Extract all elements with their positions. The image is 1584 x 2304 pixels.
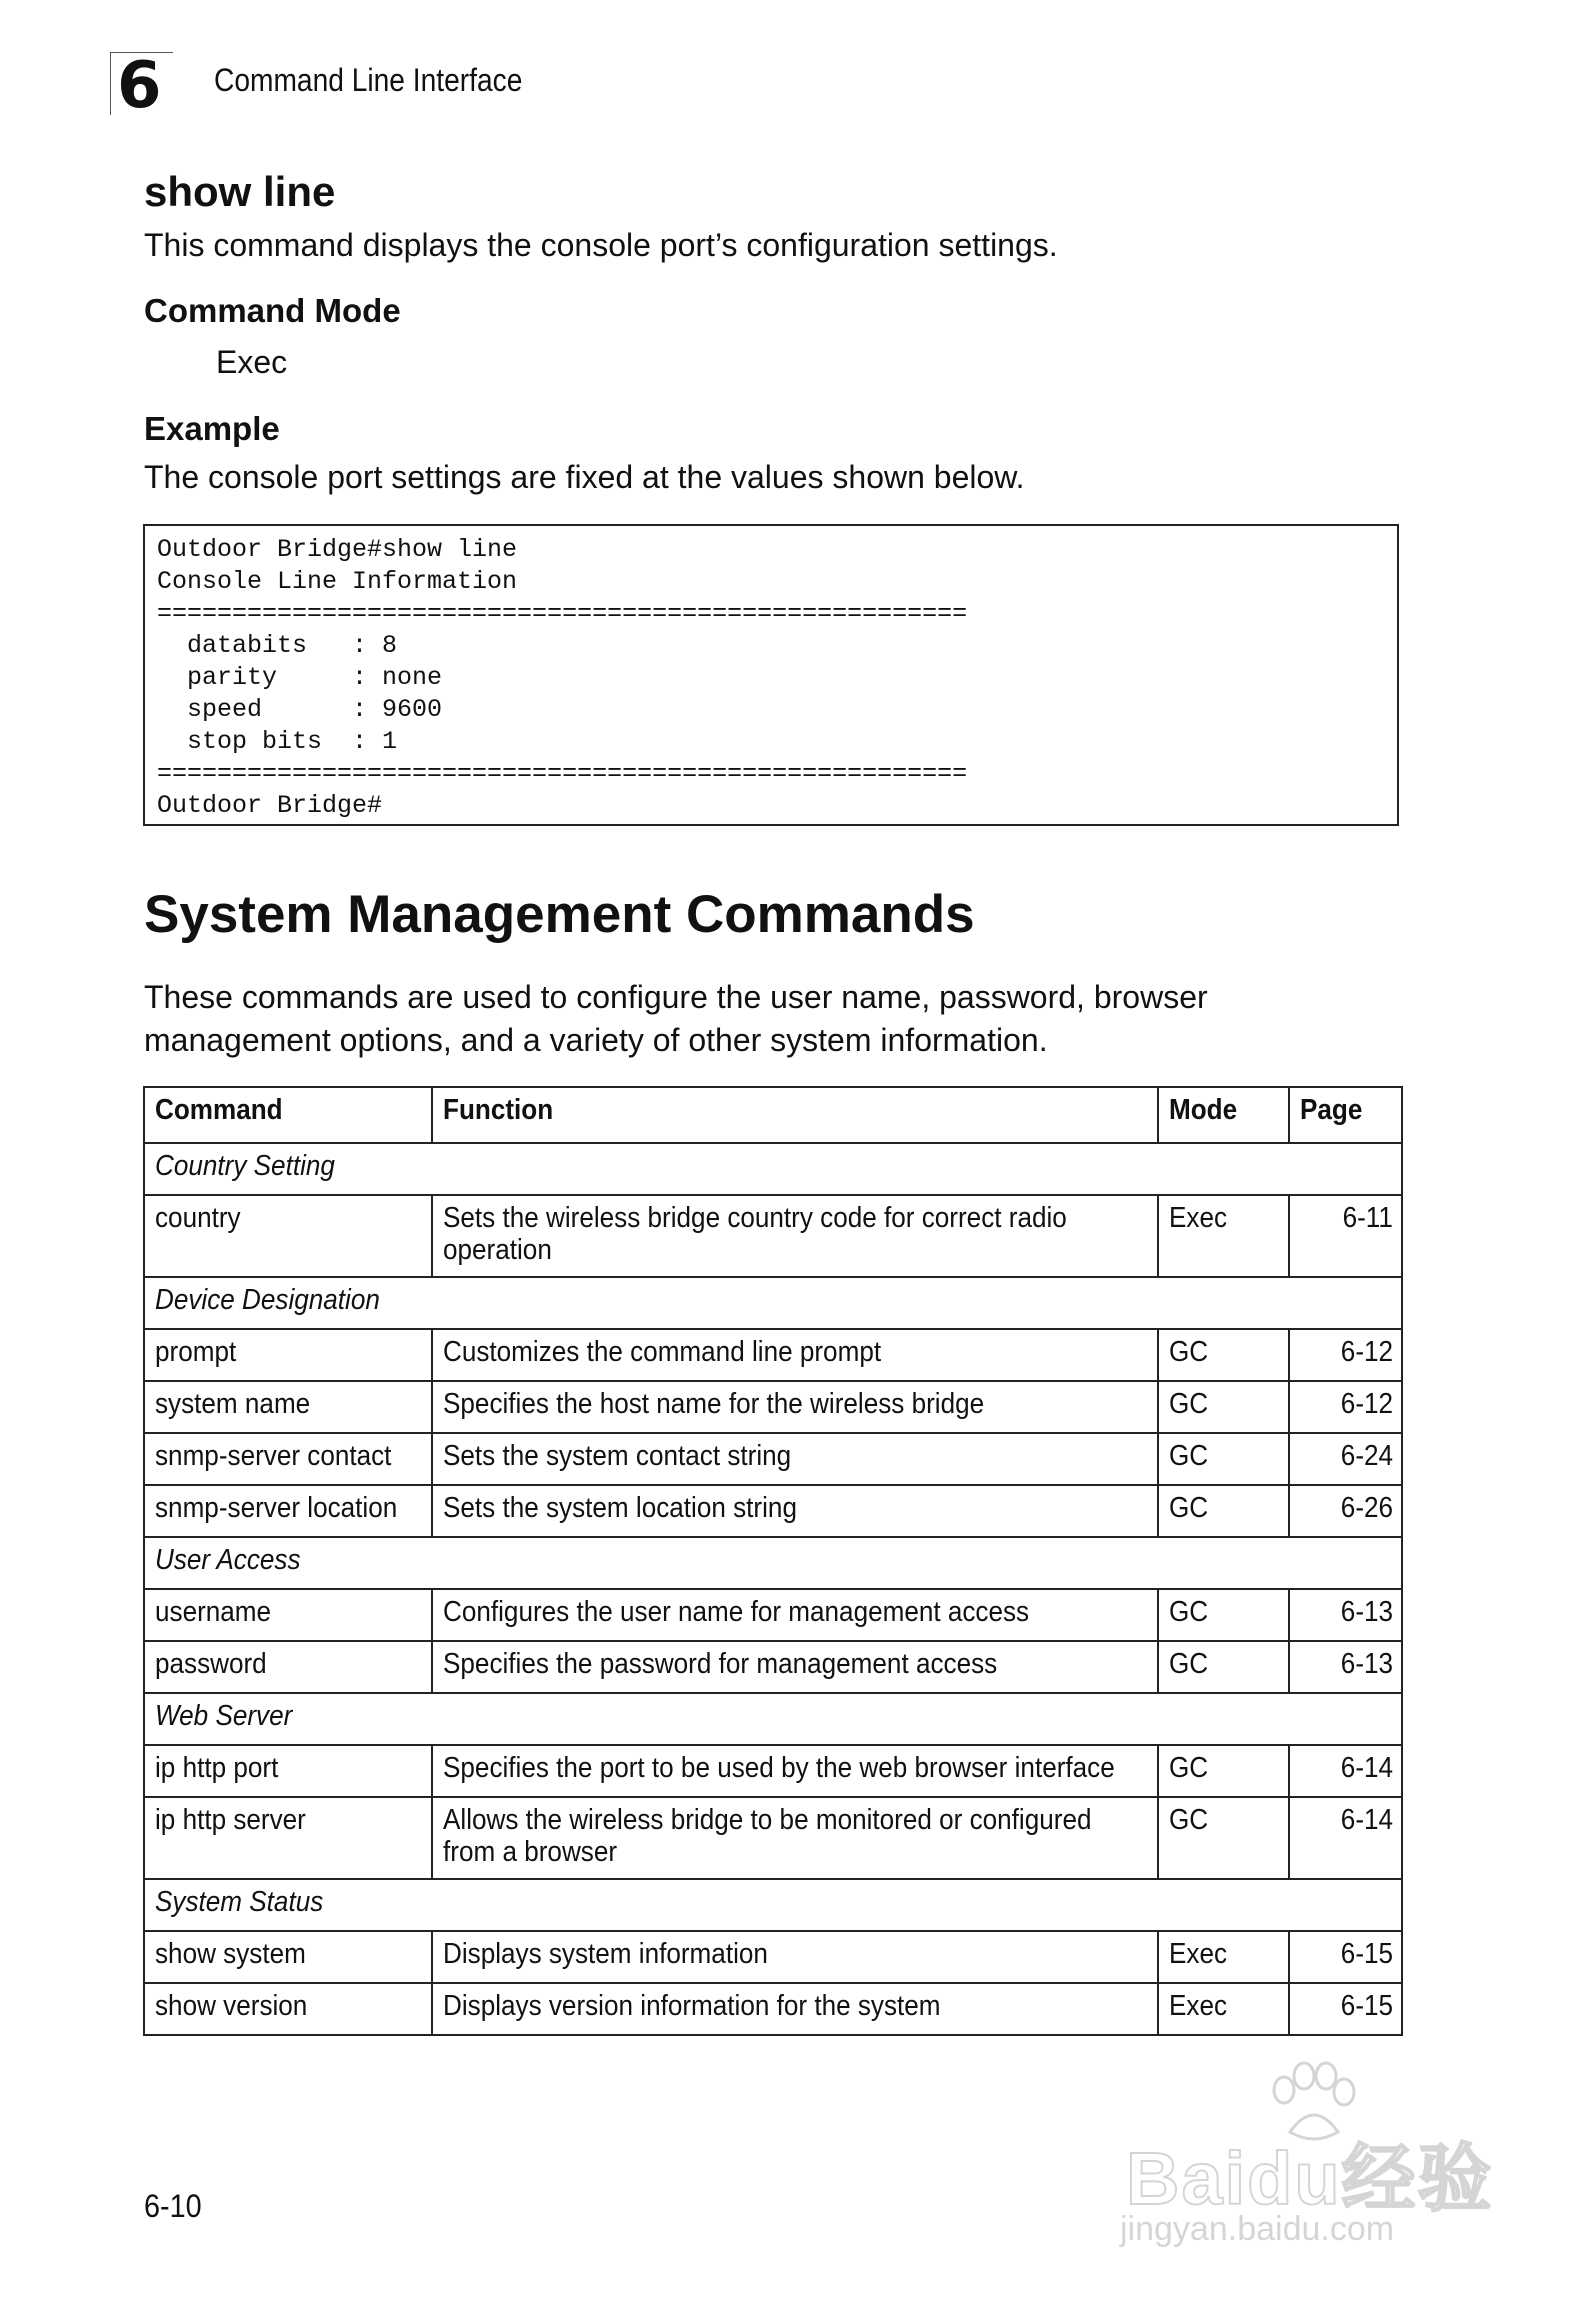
row-mode: GC	[1169, 1648, 1209, 1680]
header-mode: Mode	[1158, 1087, 1289, 1143]
row-page: 6-26	[1340, 1492, 1393, 1524]
code-example-box	[143, 524, 1399, 826]
header-command: Command	[144, 1087, 432, 1143]
example-description: The console port settings are fixed at the values shown below.	[144, 459, 1025, 495]
row-function: Sets the system location string	[443, 1492, 797, 1524]
header-page: Page	[1289, 1087, 1402, 1143]
section-label: Web Server	[155, 1700, 293, 1732]
row-page: 6-13	[1340, 1596, 1393, 1628]
row-function: Configures the user name for management access	[443, 1596, 1030, 1628]
row-page: 6-12	[1340, 1388, 1393, 1420]
table-row	[144, 1931, 1402, 1983]
row-command: ip http server	[155, 1804, 306, 1836]
code-line: Outdoor Bridge#show line	[157, 535, 518, 564]
row-page: 6-11	[1342, 1202, 1393, 1234]
intro-line-1: These commands are used to configure the user name, password, browser	[144, 979, 1208, 1015]
row-mode: Exec	[1169, 1202, 1228, 1234]
show-line-title: show line	[144, 168, 336, 215]
row-page: 6-13	[1340, 1648, 1393, 1680]
section-row	[144, 1143, 1402, 1195]
row-command: snmp-server contact	[155, 1440, 392, 1472]
row-function: Displays version information for the system	[443, 1990, 941, 2022]
example-heading: Example	[144, 410, 280, 447]
row-mode: GC	[1169, 1336, 1209, 1368]
row-command: username	[155, 1596, 272, 1628]
code-line: databits : 8	[157, 631, 398, 660]
code-line: parity : none	[157, 663, 443, 692]
row-mode: Exec	[1169, 1990, 1228, 2022]
row-mode: GC	[1169, 1752, 1209, 1784]
row-mode: GC	[1169, 1388, 1209, 1420]
row-function: Sets the system contact string	[443, 1440, 792, 1472]
code-line: ======================================================	[157, 599, 968, 628]
row-function: Customizes the command line prompt	[443, 1336, 882, 1368]
code-line: speed : 9600	[157, 695, 443, 724]
table-row	[144, 1381, 1402, 1433]
show-line-description: This command displays the console port’s configuration settings.	[144, 227, 1058, 263]
row-command: password	[155, 1648, 267, 1680]
table-row	[144, 1745, 1402, 1797]
code-line: stop bits : 1	[157, 727, 398, 756]
row-page: 6-14	[1340, 1752, 1393, 1784]
section-label: System Status	[155, 1886, 324, 1918]
row-page: 6-15	[1340, 1990, 1393, 2022]
table-header-row	[144, 1087, 1402, 1143]
section-title: System Management Commands	[144, 885, 975, 944]
row-function: Sets the wireless bridge country code for correct radio operation	[443, 1202, 1067, 1266]
section-label: Device Designation	[155, 1284, 380, 1316]
page-number: 6-10	[144, 2188, 202, 2224]
section-row	[144, 1879, 1402, 1931]
row-function: Allows the wireless bridge to be monitored or configured from a browser	[443, 1804, 1092, 1868]
watermark-brand: Baidu经验	[1126, 2137, 1494, 2220]
section-label: User Access	[155, 1544, 301, 1576]
row-page: 6-24	[1340, 1440, 1393, 1472]
row-command: ip http port	[155, 1752, 279, 1784]
row-page: 6-15	[1340, 1938, 1393, 1970]
row-function: Specifies the host name for the wireless bridge	[443, 1388, 985, 1420]
row-command: system name	[155, 1388, 311, 1420]
section-row	[144, 1693, 1402, 1745]
table-row	[144, 1195, 1402, 1277]
baidu-watermark	[1120, 2060, 1500, 2250]
row-mode: Exec	[1169, 1938, 1228, 1970]
row-command: prompt	[155, 1336, 237, 1368]
header-function: Function	[432, 1087, 1158, 1143]
watermark-url: jingyan.baidu.com	[1120, 2210, 1395, 2248]
section-row	[144, 1537, 1402, 1589]
row-function: Specifies the port to be used by the web browser interface	[443, 1752, 1115, 1784]
table-row	[144, 1485, 1402, 1537]
row-command: show version	[155, 1990, 308, 2022]
row-mode: GC	[1169, 1804, 1209, 1836]
row-command: country	[155, 1202, 241, 1234]
code-line: Outdoor Bridge#	[157, 791, 383, 820]
section-intro	[144, 976, 1208, 1062]
intro-line-2: management options, and a variety of other system information.	[144, 1022, 1048, 1058]
section-row	[144, 1277, 1402, 1329]
row-mode: GC	[1169, 1596, 1209, 1628]
table-row	[144, 1589, 1402, 1641]
code-line: ======================================================	[157, 759, 968, 788]
chapter-number: 6	[110, 52, 173, 115]
chapter-title: Command Line Interface	[214, 62, 523, 98]
commands-table	[143, 1086, 1403, 2036]
row-mode: GC	[1169, 1440, 1209, 1472]
table-row	[144, 1983, 1402, 2035]
row-mode: GC	[1169, 1492, 1209, 1524]
table-row	[144, 1797, 1402, 1879]
table-row	[144, 1433, 1402, 1485]
row-page: 6-14	[1340, 1804, 1393, 1836]
row-page: 6-12	[1340, 1336, 1393, 1368]
row-command: show system	[155, 1938, 306, 1970]
command-mode-value: Exec	[216, 344, 288, 380]
section-label: Country Setting	[155, 1150, 335, 1182]
code-line: Console Line Information	[157, 567, 518, 596]
command-mode-heading: Command Mode	[144, 292, 401, 329]
row-function: Specifies the password for management access	[443, 1648, 998, 1680]
table-row	[144, 1641, 1402, 1693]
row-function: Displays system information	[443, 1938, 768, 1970]
table-row	[144, 1329, 1402, 1381]
row-command: snmp-server location	[155, 1492, 398, 1524]
